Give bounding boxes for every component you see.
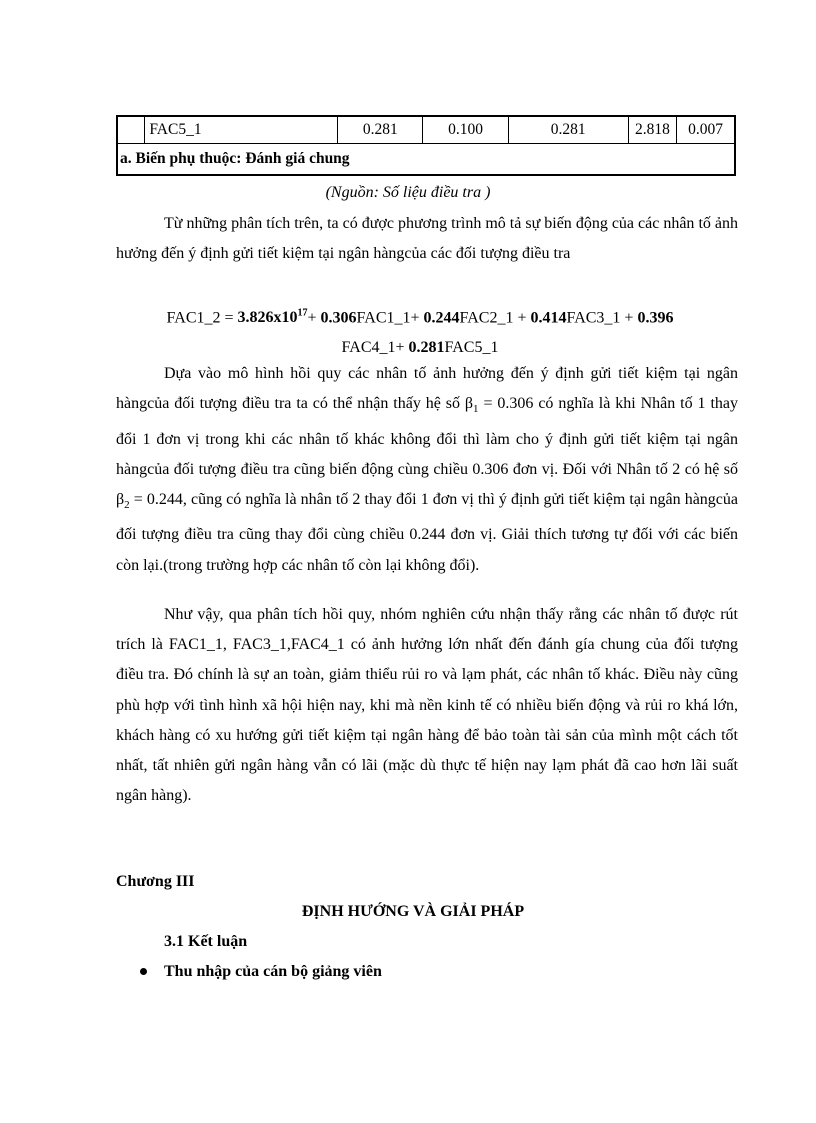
table-cell-std-error: 0.100 xyxy=(423,116,508,144)
para2-text-2: = 0.306 có nghĩa là khi Nhân tố 1 thay đổi 1 đơn vị trong khi các nhân tố khác không đổi thì làm cho ý định gửi tiết kiệm tại ngân hàngcủa đối tượng điều tra cũng biến động cùng chiều 0.306 đơn vị. Đối với Nhân tố 2 có hệ số β xyxy=(116,395,739,508)
table-cell-b: 0.281 xyxy=(338,116,423,144)
eq-var-1: FAC1_1+ xyxy=(356,309,424,327)
eq-var-4: FAC4_1+ xyxy=(341,339,409,357)
table-cell-empty xyxy=(117,116,145,144)
bullet-icon xyxy=(140,968,147,975)
coefficients-table xyxy=(116,115,736,176)
chapter-label: Chương III xyxy=(116,873,195,890)
section-heading: 3.1 Kết luận xyxy=(164,933,248,950)
eq-var-2: FAC2_1 + xyxy=(459,309,531,327)
eq-constant: 3.826x10 xyxy=(237,309,298,327)
source-caption: (Nguồn: Số liệu điều tra ) xyxy=(325,184,491,201)
eq-coef-3: 0.414 xyxy=(530,309,567,327)
eq-var-3: FAC3_1 + xyxy=(566,309,638,327)
paragraph-interpretation xyxy=(116,359,738,581)
para2-text-3: = 0.244, cũng có nghĩa là nhân tố 2 thay đổi 1 đơn vị thì ý định gửi tiết kiệm tại ngân hàngcủa đối tượng điều tra cũng thay đổi cùng chiều 0.244 đơn vị. Giải thích tương tự đối với các biến còn lại.(trong trường hợp các nhân tố còn lại không đổi). xyxy=(116,491,738,574)
para2-text-1: Dựa vào mô hình hồi quy các nhân tố ảnh hưởng đến ý định gửi tiết kiệm tại ngân hàngcủa đối tượng điều tra ta có thể nhận thấy hệ số β xyxy=(116,365,738,413)
eq-exponent: 17 xyxy=(297,308,308,319)
eq-var-5: FAC5_1 xyxy=(444,339,499,357)
paragraph-intro: Từ những phân tích trên, ta có được phương trình mô tả sự biến động của các nhân tố ảnh hưởng đến ý định gửi tiết kiệm tại ngân hàngcủa các đối tượng điều tra xyxy=(116,215,738,263)
table-row xyxy=(117,116,735,144)
eq-coef-5: 0.281 xyxy=(408,339,445,357)
regression-equation xyxy=(100,299,740,363)
eq-coef-4: 0.396 xyxy=(637,309,674,327)
table-cell-beta: 0.281 xyxy=(508,116,628,144)
table-footnote: a. Biến phụ thuộc: Đánh giá chung xyxy=(117,144,735,176)
beta2-subscript: 2 xyxy=(124,499,130,512)
bullet-item: Thu nhập của cán bộ giảng viên xyxy=(164,963,382,980)
paragraph-conclusion: Như vậy, qua phân tích hồi quy, nhóm nghiên cứu nhận thấy rằng các nhân tố được rút trích là FAC1_1, FAC3_1,FAC4_1 có ảnh hưởng lớn nhất đến đánh gía chung của đối tượng điều tra. Đó chính là sự an toàn, giảm thiểu rủi ro và lạm phát, các nhân tố khác. Điều này cũng phù hợp với tình hình xã hội hiện nay, khi mà nền kinh tế có nhiều biến động và rủi ro khá lớn, khách hàng có xu hướng gửi tiết kiệm tại ngân hàng để bảo toàn tài sản của mình một cách tốt nhất, tất nhiên gửi ngân hàng vẫn có lãi (mặc dù thực tế hiện nay lạm phát đã cao hơn lãi suất ngân hàng). xyxy=(116,606,738,805)
eq-coef-2: 0.244 xyxy=(423,309,460,327)
table-cell-t: 2.818 xyxy=(628,116,677,144)
beta1-subscript: 1 xyxy=(473,403,479,416)
table-cell-label: FAC5_1 xyxy=(145,116,338,144)
eq-lhs: FAC1_2 = xyxy=(166,309,238,327)
eq-plus: + xyxy=(307,309,321,327)
eq-coef-1: 0.306 xyxy=(320,309,357,327)
chapter-title: ĐỊNH HƯỚNG VÀ GIẢI PHÁP xyxy=(301,903,525,920)
table-cell-sig: 0.007 xyxy=(677,116,735,144)
